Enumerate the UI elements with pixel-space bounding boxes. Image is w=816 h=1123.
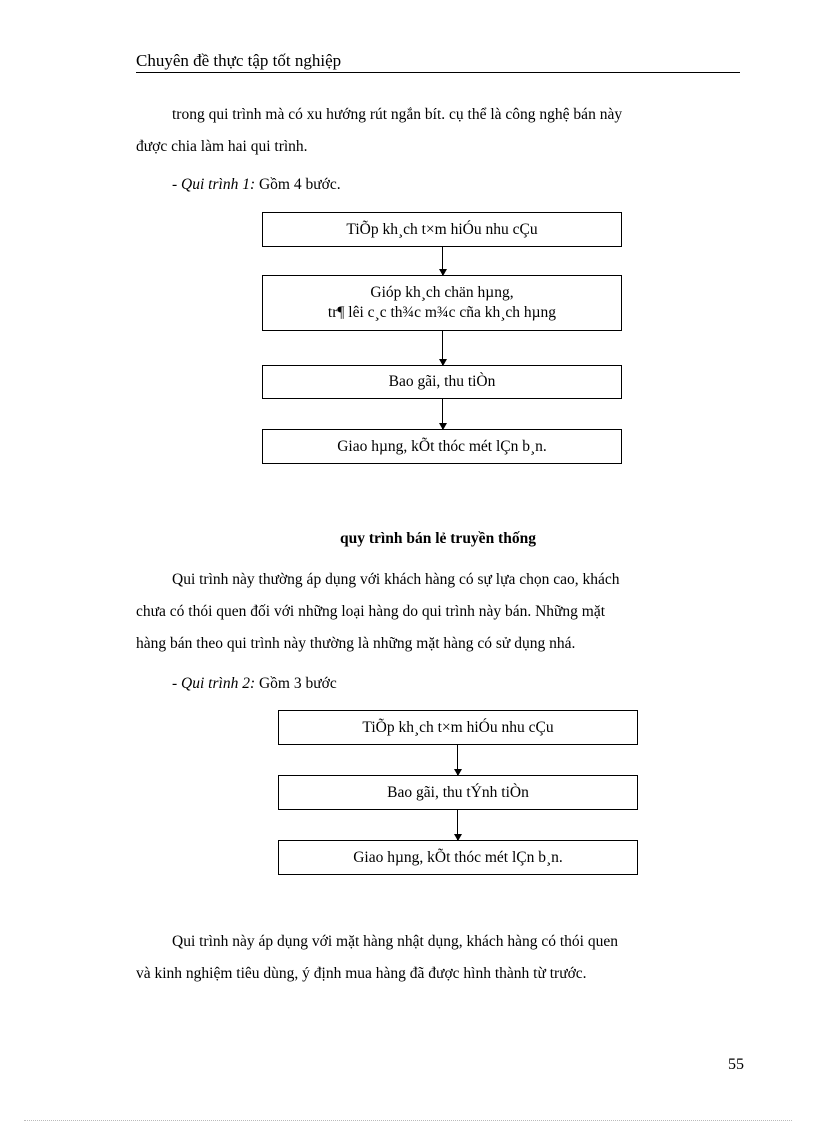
step-line: TiÕp kh¸ch t×m hiÓu nhu cÇu [346, 220, 538, 238]
flow2-arrow-1 [457, 745, 458, 775]
process1-label [172, 175, 341, 195]
flow1-step-4 [262, 429, 622, 464]
step-line: Giao hµng, kÕt thóc mét lÇn b¸n. [353, 848, 563, 866]
paragraph-line: Qui trình này áp dụng với mặt hàng nhật dụng, khách hàng có thói quen [172, 933, 618, 950]
label-prefix: - [172, 176, 182, 193]
label-italic: Qui trình 2: [181, 675, 256, 692]
label-text: Gồm 3 bước [255, 675, 337, 692]
page-header: Chuyên đề thực tập tốt nghiệp [136, 52, 740, 73]
paragraph-line: hàng bán theo qui trình này thường là những mặt hàng có sử dụng nhá. [136, 635, 576, 652]
flowchart-caption: quy trình bán lẻ truyền thống [340, 530, 536, 547]
flow1-step-3 [262, 365, 622, 399]
flow1-arrow-3 [442, 399, 443, 429]
step-line: Gióp kh¸ch chän hµng, [370, 284, 514, 301]
paragraph-line: Qui trình này thường áp dụng với khách hàng có sự lựa chọn cao, khách [172, 571, 620, 588]
step-line: Bao gãi, thu tiÒn [388, 373, 496, 390]
flow2-arrow-2 [457, 810, 458, 840]
flow1-step-1 [262, 212, 622, 247]
flow2-step-1 [278, 710, 638, 745]
paragraph-3 [136, 926, 740, 990]
page-number: 55 [728, 1056, 744, 1073]
paragraph-line: chưa có thói quen đối với những loại hàng do qui trình này bán. Những mặt [136, 603, 606, 620]
intro-line: được chia làm hai qui trình. [136, 138, 308, 155]
flow1-arrow-2 [442, 331, 443, 365]
label-text: Gồm 4 bước. [255, 176, 341, 193]
step-line: TiÕp kh¸ch t×m hiÓu nhu cÇu [362, 718, 554, 736]
process2-label [172, 674, 337, 694]
step-line: Bao gãi, thu tÝnh tiÒn [387, 783, 529, 801]
label-prefix: - [172, 675, 182, 692]
flow1-arrow-1 [442, 247, 443, 275]
intro-paragraph [136, 99, 740, 163]
intro-line: trong qui trình mà có xu hướng rút ngắn bít. cụ thể là công nghệ bán này [172, 106, 623, 123]
step-line: Giao hµng, kÕt thóc mét lÇn b¸n. [337, 437, 547, 455]
step-line: tr¶ lêi c¸c th¾c m¾c cña kh¸ch hµng [327, 304, 557, 321]
label-italic: Qui trình 1: [181, 176, 256, 193]
flow1-step-2 [262, 275, 622, 331]
flow2-step-2 [278, 775, 638, 810]
flow2-step-3 [278, 840, 638, 875]
page-bottom-divider [24, 1120, 792, 1121]
paragraph-line: và kinh nghiệm tiêu dùng, ý định mua hàng đã được hình thành từ trước. [136, 965, 587, 982]
paragraph-2 [136, 564, 740, 660]
